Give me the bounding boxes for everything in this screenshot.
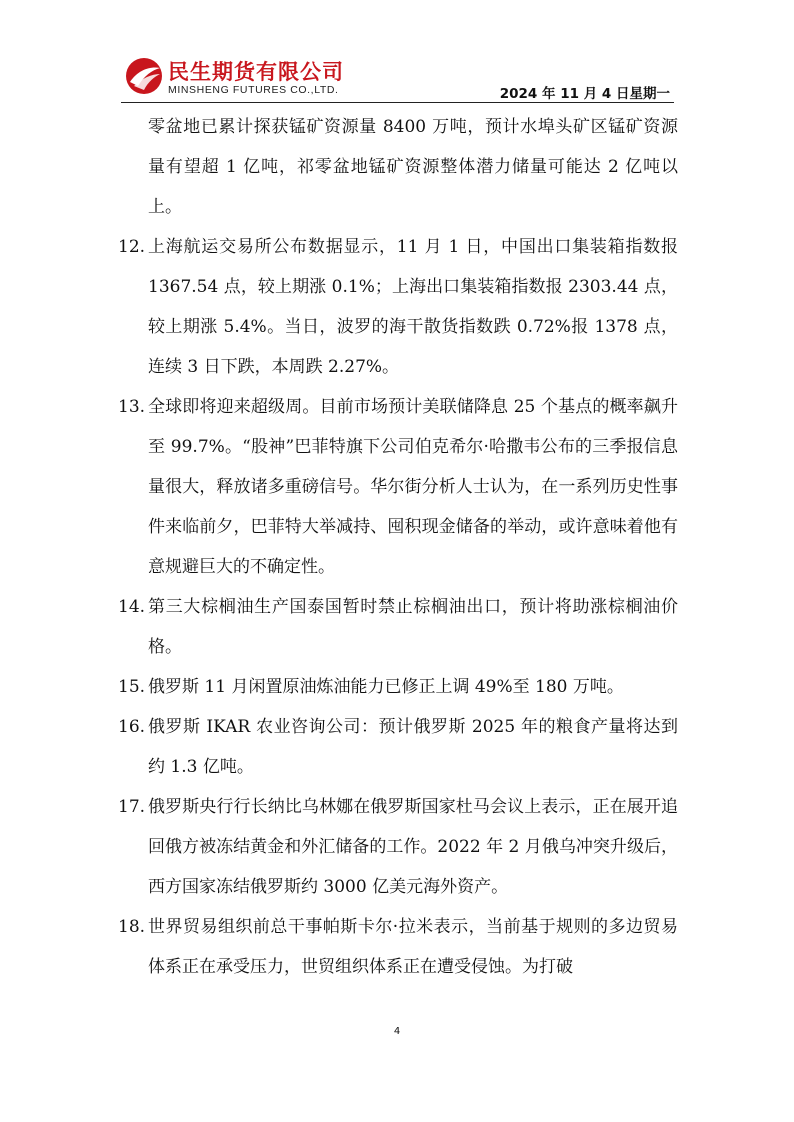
item-number: 16. (118, 717, 146, 737)
page-header (0, 0, 794, 104)
item-number: 13. (118, 397, 146, 417)
item-number: 15. (118, 677, 146, 697)
item-text: 第三大棕榈油生产国泰国暂时禁止棕榈油出口，预计将助涨棕榈油价格。 (148, 597, 678, 657)
item-text: 全球即将迎来超级周。目前市场预计美联储降息 25 个基点的概率飙升至 99.7%。“股神”巴菲特旗下公司伯克希尔·哈撒韦公布的三季报信息量很大，释放诸多重磅信号。华尔街分析人士认为，在一系列历史性事件来临前夕，巴菲特大举减持、囤积现金储备的举动，或许意味着他有意规避巨大的不确定性。 (148, 397, 678, 577)
header-rule (121, 102, 674, 103)
news-item-15 (118, 667, 678, 707)
item-number: 18. (118, 917, 146, 937)
item-text: 上海航运交易所公布数据显示，11 月 1 日，中国出口集装箱指数报 1367.54 点，较上期涨 0.1%；上海出口集装箱指数报 2303.44 点，较上期涨 5.4%。当日，波罗的海干散货指数跌 0.72%报 1378 点，连续 3 日下跌，本周跌 2.27%。 (148, 237, 678, 377)
minsheng-logo-icon (124, 56, 164, 96)
item-number: 17. (118, 797, 146, 817)
news-item-16 (118, 707, 678, 787)
news-item-18 (118, 907, 678, 987)
item-text: 俄罗斯央行行长纳比乌林娜在俄罗斯国家杜马会议上表示，正在展开追回俄方被冻结黄金和外汇储备的工作。2022 年 2 月俄乌冲突升级后，西方国家冻结俄罗斯约 3000 亿美元海外资产。 (148, 797, 678, 897)
report-date: 2024 年 11 月 4 日星期一 (499, 86, 670, 102)
news-item-12 (118, 227, 678, 387)
item-number: 12. (118, 237, 146, 257)
item-text: 世界贸易组织前总干事帕斯卡尔·拉米表示，当前基于规则的多边贸易体系正在承受压力，世贸组织体系正在遭受侵蚀。为打破 (148, 917, 678, 977)
news-item-13 (118, 387, 678, 587)
item-text: 俄罗斯 IKAR 农业咨询公司：预计俄罗斯 2025 年的粮食产量将达到约 1.3 亿吨。 (148, 717, 678, 777)
item-number: 14. (118, 597, 146, 617)
logo-english-name: MINSHENG FUTURES CO.,LTD. (168, 84, 339, 96)
news-item-17 (118, 787, 678, 907)
news-item-14 (118, 587, 678, 667)
logo-chinese-name: 民生期货有限公司 (168, 60, 344, 84)
page-number: 4 (393, 1026, 401, 1037)
company-logo (124, 56, 384, 100)
report-body (118, 107, 678, 987)
item-text: 俄罗斯 11 月闲置原油炼油能力已修正上调 49%至 180 万吨。 (148, 677, 624, 697)
continued-paragraph: 零盆地已累计探获锰矿资源量 8400 万吨，预计水埠头矿区锰矿资源量有望超 1 亿吨，祁零盆地锰矿资源整体潜力储量可能达 2 亿吨以上。 (148, 117, 678, 217)
